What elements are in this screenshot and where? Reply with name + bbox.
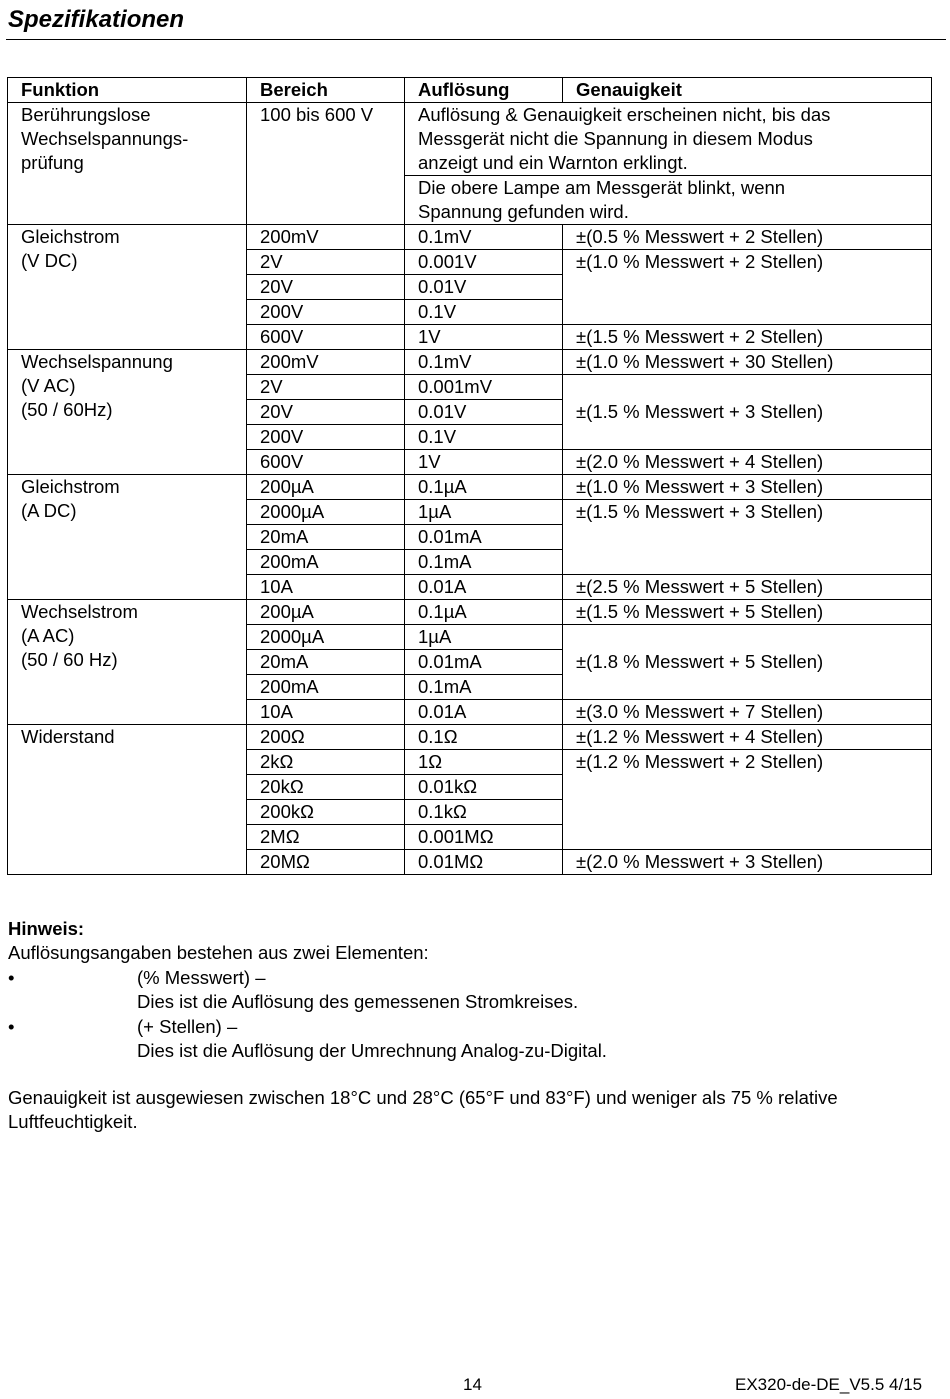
accuracy-cell: ±(2.0 % Messwert + 4 Stellen) — [563, 450, 932, 475]
resolution-cell: 0.1V — [405, 425, 563, 450]
range-cell: 200µA — [247, 475, 405, 500]
header-bereich: Bereich — [247, 78, 405, 103]
header-funktion: Funktion — [8, 78, 247, 103]
resolution-cell: 0.001MΩ — [405, 825, 563, 850]
bullet-label: (+ Stellen) – — [137, 1016, 238, 1037]
function-label: Berührungslose — [21, 104, 151, 125]
table-row — [8, 475, 932, 500]
resolution-cell: 0.001mV — [405, 375, 563, 400]
accuracy-cell: ±(1.2 % Messwert + 2 Stellen) — [563, 750, 932, 850]
accuracy-cell: ±(1.5 % Messwert + 5 Stellen) — [563, 600, 932, 625]
function-cell-vdc — [8, 225, 247, 350]
bullet-icon: • — [8, 967, 15, 988]
function-label: (50 / 60Hz) — [21, 399, 113, 420]
bullet-text: Dies ist die Auflösung der Umrechnung Analog-zu-Digital. — [137, 1040, 607, 1061]
range-cell: 200mA — [247, 675, 405, 700]
accuracy-note-line: Genauigkeit ist ausgewiesen zwischen 18°C und 28°C (65°F und 83°F) und weniger als 75 % relative — [8, 1087, 838, 1108]
range-cell: 200µA — [247, 600, 405, 625]
function-label: (A DC) — [21, 500, 77, 521]
resolution-cell: 0.01V — [405, 400, 563, 425]
function-label: (50 / 60 Hz) — [21, 649, 118, 670]
table-row — [8, 725, 932, 750]
bullet-icon: • — [8, 1016, 15, 1037]
table-row — [8, 225, 932, 250]
accuracy-cell: ±(1.2 % Messwert + 4 Stellen) — [563, 725, 932, 750]
function-label: Wechselspannungs- — [21, 128, 189, 149]
resolution-cell: 1V — [405, 325, 563, 350]
resolution-cell: 0.01A — [405, 700, 563, 725]
accuracy-cell: ±(1.5 % Messwert + 2 Stellen) — [563, 325, 932, 350]
contactless-note-1 — [405, 103, 932, 176]
resolution-cell: 0.01mA — [405, 525, 563, 550]
header-genauigkeit: Genauigkeit — [563, 78, 932, 103]
function-label: Wechselspannung — [21, 351, 173, 372]
accuracy-cell: ±(3.0 % Messwert + 7 Stellen) — [563, 700, 932, 725]
contactless-note-2 — [405, 176, 932, 225]
resolution-cell: 1µA — [405, 500, 563, 525]
range-cell: 20kΩ — [247, 775, 405, 800]
accuracy-cell: ±(2.0 % Messwert + 3 Stellen) — [563, 850, 932, 875]
note-line: Messgerät nicht die Spannung in diesem Modus — [418, 128, 813, 149]
resolution-cell: 0.01MΩ — [405, 850, 563, 875]
title-divider — [6, 39, 946, 40]
bullet-text: Dies ist die Auflösung des gemessenen Stromkreises. — [137, 991, 579, 1012]
note-line: Die obere Lampe am Messgerät blinkt, wenn — [418, 177, 786, 198]
range-cell: 200kΩ — [247, 800, 405, 825]
resolution-cell: 0.1µA — [405, 600, 563, 625]
function-cell-aac — [8, 600, 247, 725]
accuracy-cell: ±(1.5 % Messwert + 3 Stellen) — [563, 500, 932, 575]
note-line: Spannung gefunden wird. — [418, 201, 629, 222]
range-cell: 100 bis 600 V — [247, 103, 405, 225]
resolution-cell: 1V — [405, 450, 563, 475]
resolution-cell: 0.1V — [405, 300, 563, 325]
function-label: (A AC) — [21, 625, 75, 646]
notes-heading: Hinweis: — [8, 918, 85, 939]
function-label: (V DC) — [21, 250, 78, 271]
notes-intro: Auflösungsangaben bestehen aus zwei Elementen: — [8, 942, 429, 963]
range-cell: 200Ω — [247, 725, 405, 750]
function-label: (V AC) — [21, 375, 76, 396]
resolution-cell: 0.01A — [405, 575, 563, 600]
note-line: anzeigt und ein Warnton erklingt. — [418, 152, 688, 173]
resolution-cell: 1Ω — [405, 750, 563, 775]
accuracy-note-line: Luftfeuchtigkeit. — [8, 1111, 138, 1132]
header-aufloesung: Auflösung — [405, 78, 563, 103]
function-cell-ohm — [8, 725, 247, 875]
resolution-cell: 0.01V — [405, 275, 563, 300]
note-line: Auflösung & Genauigkeit erscheinen nicht, bis das — [418, 104, 831, 125]
function-cell-vac — [8, 350, 247, 475]
table-header-row — [8, 78, 932, 103]
accuracy-cell: ±(1.0 % Messwert + 3 Stellen) — [563, 475, 932, 500]
range-cell: 2V — [247, 375, 405, 400]
function-label: Gleichstrom — [21, 226, 120, 247]
specifications-table — [7, 77, 932, 875]
range-cell: 20V — [247, 275, 405, 300]
bullet-label: (% Messwert) – — [137, 967, 266, 988]
range-cell: 2MΩ — [247, 825, 405, 850]
resolution-cell: 0.1mA — [405, 550, 563, 575]
range-cell: 2V — [247, 250, 405, 275]
accuracy-cell: ±(1.8 % Messwert + 5 Stellen) — [563, 625, 932, 700]
range-cell: 2000µA — [247, 625, 405, 650]
accuracy-cell: ±(0.5 % Messwert + 2 Stellen) — [563, 225, 932, 250]
range-cell: 2000µA — [247, 500, 405, 525]
resolution-cell: 0.01mA — [405, 650, 563, 675]
accuracy-cell: ±(1.0 % Messwert + 30 Stellen) — [563, 350, 932, 375]
resolution-cell: 0.01kΩ — [405, 775, 563, 800]
accuracy-cell: ±(1.0 % Messwert + 2 Stellen) — [563, 250, 932, 325]
range-cell: 20MΩ — [247, 850, 405, 875]
range-cell: 200mV — [247, 225, 405, 250]
table-row — [8, 600, 932, 625]
range-cell: 2kΩ — [247, 750, 405, 775]
resolution-cell: 0.1mV — [405, 225, 563, 250]
range-cell: 200mA — [247, 550, 405, 575]
resolution-cell: 0.1mV — [405, 350, 563, 375]
resolution-cell: 0.1Ω — [405, 725, 563, 750]
range-cell: 20mA — [247, 525, 405, 550]
accuracy-cell: ±(2.5 % Messwert + 5 Stellen) — [563, 575, 932, 600]
range-cell: 20mA — [247, 650, 405, 675]
page-title: Spezifikationen — [8, 6, 185, 33]
range-cell: 600V — [247, 325, 405, 350]
resolution-cell: 0.1mA — [405, 675, 563, 700]
function-label: prüfung — [21, 152, 84, 173]
accuracy-cell: ±(1.5 % Messwert + 3 Stellen) — [563, 375, 932, 450]
function-cell-adc — [8, 475, 247, 600]
range-cell: 200V — [247, 300, 405, 325]
function-label: Widerstand — [21, 726, 115, 747]
function-cell-contactless — [8, 103, 247, 225]
resolution-cell: 0.1kΩ — [405, 800, 563, 825]
page-number: 14 — [463, 1375, 482, 1394]
resolution-cell: 0.1µA — [405, 475, 563, 500]
resolution-cell: 1µA — [405, 625, 563, 650]
function-label: Gleichstrom — [21, 476, 120, 497]
range-cell: 20V — [247, 400, 405, 425]
function-label: Wechselstrom — [21, 601, 138, 622]
range-cell: 600V — [247, 450, 405, 475]
range-cell: 10A — [247, 700, 405, 725]
table-row — [8, 103, 932, 176]
table-row — [8, 350, 932, 375]
range-cell: 200mV — [247, 350, 405, 375]
resolution-cell: 0.001V — [405, 250, 563, 275]
range-cell: 200V — [247, 425, 405, 450]
document-id: EX320-de-DE_V5.5 4/15 — [735, 1375, 923, 1394]
range-cell: 10A — [247, 575, 405, 600]
